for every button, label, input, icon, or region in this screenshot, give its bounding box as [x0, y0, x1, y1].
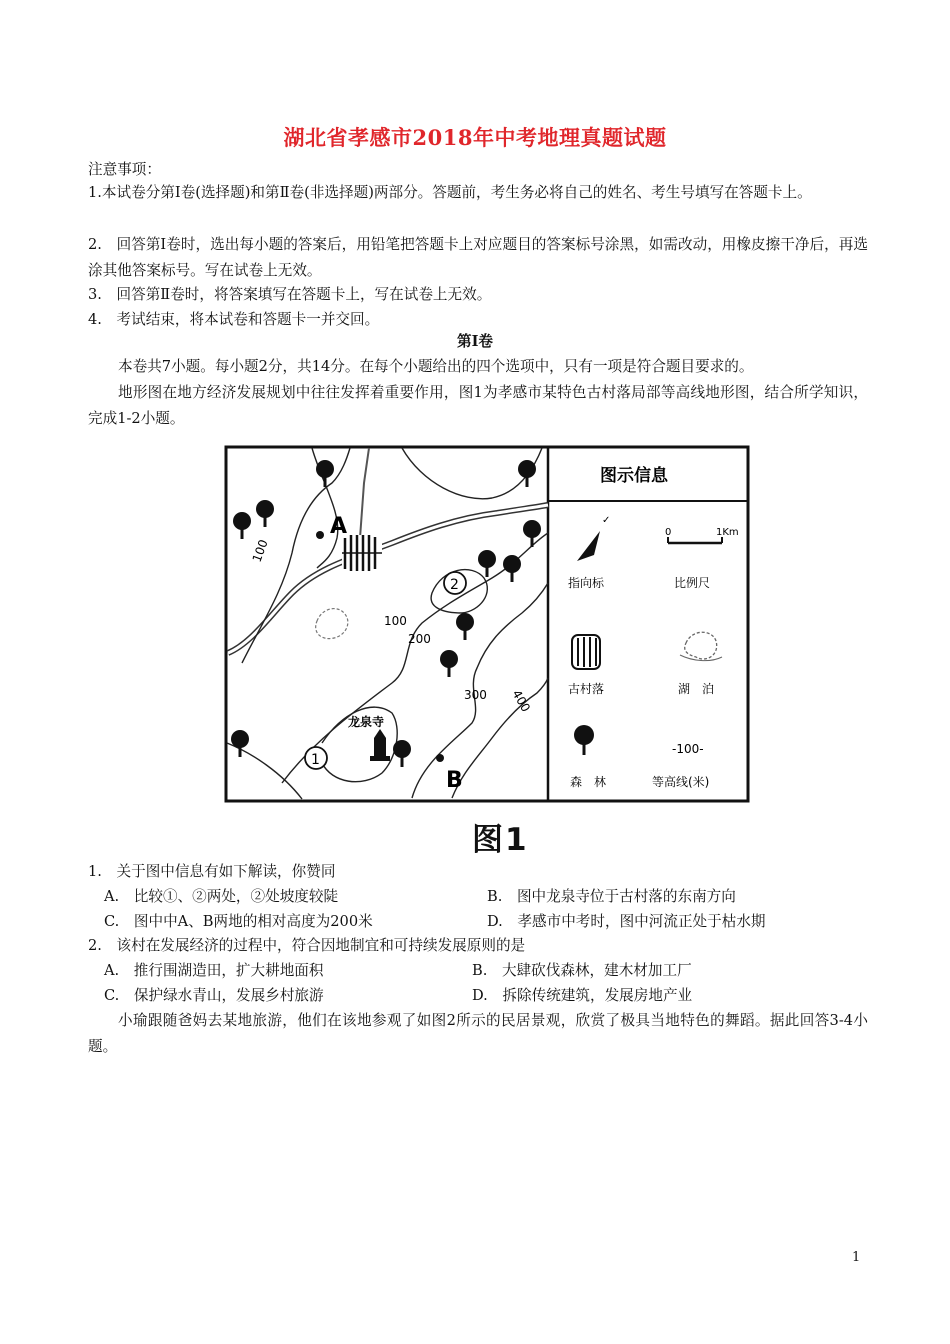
legend-forest-label: 森 林 — [570, 775, 607, 789]
contour-label-100: 100 — [249, 537, 271, 565]
circle-1-label: 1 — [311, 752, 320, 768]
contour-label-200: 200 — [408, 632, 431, 646]
q1-option-c: C. 图中中A、B两地的相对高度为200米 — [104, 913, 373, 930]
section-intro: 本卷共7小题。每小题2分，共14分。在每个小题给出的四个选项中，只有一项是符合题目要求的。 — [118, 358, 754, 375]
q1-option-a: A. 比较①、②两处，②处坡度较陡 — [104, 888, 339, 905]
temple-label: 龙泉寺 — [348, 715, 385, 729]
village-symbol — [342, 535, 382, 571]
q1-option-b: B. 图中龙泉寺位于古村落的东南方向 — [487, 888, 736, 905]
notice-item-1: 1.本试卷分第Ⅰ卷(选择题)和第Ⅱ卷(非选择题)两部分。答题前，考生务必将自己的姓名、考生号填写在答题卡上。 — [88, 184, 812, 201]
contour-label-400: 400 — [509, 687, 533, 715]
legend-village-icon — [572, 635, 600, 669]
notice-item-2: 2. 回答第Ⅰ卷时，选出每小题的答案后，用铅笔把答题卡上对应题目的答案标号涂黑，如需改动，用橡皮擦干净后，再选涂其他答案标号。写在试卷上无效。 — [88, 236, 868, 279]
section-title: 第Ⅰ卷 — [456, 333, 493, 350]
q2-stem: 2. 该村在发展经济的过程中，符合因地制宜和可持续发展原则的是 — [88, 937, 526, 954]
contour-label-100: 100 — [384, 614, 407, 628]
point-b-label: B — [446, 768, 463, 793]
legend-north-label: 指向标 — [568, 576, 605, 590]
q1-stem: 1. 关于图中信息有如下解读，你赞同 — [88, 863, 336, 880]
north-mark-icon: ✓ — [602, 515, 611, 526]
circle-2-label: 2 — [450, 577, 459, 593]
q2-option-b: B. 大肆砍伐森林，建木材加工厂 — [472, 962, 692, 979]
q2-option-d: D. 拆除传统建筑，发展房地产业 — [472, 987, 693, 1004]
contour-map-figure — [222, 443, 754, 805]
page-title: 湖北省孝感市2018年中考地理真题试题 — [283, 125, 667, 150]
point-a-dot — [316, 531, 324, 539]
legend-lake-label: 湖 泊 — [678, 682, 715, 696]
legend-village-label: 古村落 — [568, 682, 605, 696]
q2-option-c: C. 保护绿水青山，发展乡村旅游 — [104, 987, 324, 1004]
legend-scale-label: 比例尺 — [674, 576, 711, 590]
legend-title: 图示信息 — [600, 466, 668, 486]
q1-option-d: D. 孝感市中考时，图中河流正处于枯水期 — [487, 913, 766, 930]
page-number: 1 — [852, 1250, 861, 1265]
question-context-1: 地形图在地方经济发展规划中往往发挥着重要作用，图1为孝感市某特色古村落局部等高线地形图，结合所学知识，完成1-2小题。 — [88, 384, 868, 427]
contour-map — [222, 443, 754, 805]
contour-label-300: 300 — [464, 688, 487, 702]
legend-contour-sample: -100- — [672, 742, 704, 756]
legend-contour-label: 等高线(米) — [652, 775, 710, 789]
notice-item-3: 3. 回答第Ⅱ卷时，将答案填写在答题卡上，写在试卷上无效。 — [88, 286, 492, 303]
point-b-dot — [436, 754, 444, 762]
scale-km-label: 1Km — [716, 527, 739, 538]
notice-heading: 注意事项： — [88, 161, 161, 178]
figure-caption: 图1 — [472, 822, 529, 858]
notice-item-4: 4. 考试结束，将本试卷和答题卡一并交回。 — [88, 311, 380, 328]
q2-option-a: A. 推行围湖造田，扩大耕地面积 — [104, 962, 324, 979]
point-a-label: A — [330, 514, 348, 539]
scale-zero-label: 0 — [665, 527, 672, 538]
question-context-2: 小瑜跟随爸妈去某地旅游，他们在该地参观了如图2所示的民居景观，欣赏了极具当地特色的舞蹈。据此回答3-4小题。 — [88, 1012, 868, 1055]
